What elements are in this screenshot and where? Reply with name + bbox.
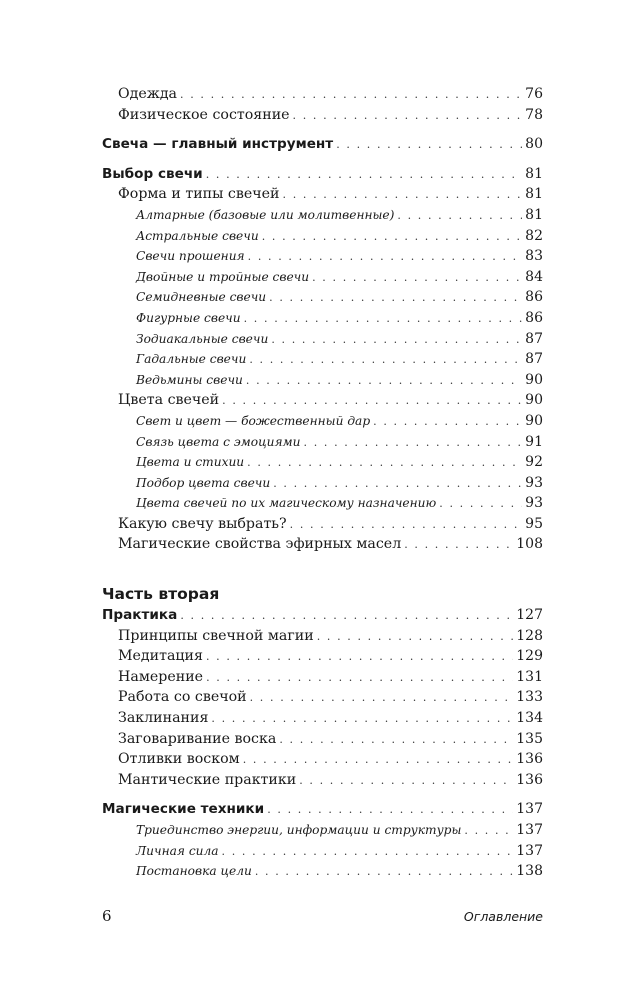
page-number: 6 bbox=[102, 907, 112, 925]
toc-subentry[interactable]: Ведьмины свечи . . . 90 bbox=[102, 370, 543, 391]
toc-subentry[interactable]: Триединство энергии, информации и структуры . . . 137 bbox=[102, 820, 543, 841]
toc-entry[interactable]: Отливки воском . . . 136 bbox=[102, 749, 543, 770]
toc-subentry[interactable]: Зодиакальные свечи . . . 87 bbox=[102, 329, 543, 350]
toc-subentry[interactable]: Связь цвета с эмоциями . . . 91 bbox=[102, 432, 543, 453]
toc-subentry[interactable]: Свет и цвет — божественный дар . . . 90 bbox=[102, 411, 543, 432]
toc-entry[interactable]: Заговаривание воска . . . 135 bbox=[102, 729, 543, 750]
toc-subentry[interactable]: Цвета и стихии . . . 92 bbox=[102, 452, 543, 473]
toc-entry[interactable]: Одежда . . . 76 bbox=[102, 84, 543, 105]
toc-subentry[interactable]: Двойные и тройные свечи . . . 84 bbox=[102, 267, 543, 288]
toc-entry[interactable]: Медитация . . . 129 bbox=[102, 646, 543, 667]
toc-entry[interactable]: Мантические практики . . . 136 bbox=[102, 770, 543, 791]
toc-entry[interactable]: Какую свечу выбрать? . . . 95 bbox=[102, 514, 543, 535]
toc-section[interactable]: Выбор свечи . . . 81 bbox=[102, 164, 543, 185]
toc-entry[interactable]: Заклинания . . . 134 bbox=[102, 708, 543, 729]
toc-entry[interactable]: Форма и типы свечей . . . 81 bbox=[102, 184, 543, 205]
toc-subentry[interactable]: Личная сила . . . 137 bbox=[102, 841, 543, 862]
toc-subentry[interactable]: Фигурные свечи . . . 86 bbox=[102, 308, 543, 329]
toc-subentry[interactable]: Астральные свечи . . . 82 bbox=[102, 226, 543, 247]
toc-subentry[interactable]: Алтарные (базовые или молитвенные) . . . 81 bbox=[102, 205, 543, 226]
toc-entry[interactable]: Работа со свечой . . . 133 bbox=[102, 687, 543, 708]
toc-entry[interactable]: Цвета свечей . . . 90 bbox=[102, 390, 543, 411]
toc-subentry[interactable]: Постановка цели . . . 138 bbox=[102, 861, 543, 882]
toc-subentry[interactable]: Подбор цвета свечи . . . 93 bbox=[102, 473, 543, 494]
toc-subentry[interactable]: Гадальные свечи . . . 87 bbox=[102, 349, 543, 370]
toc-section[interactable]: Свеча — главный инструмент . . . 80 bbox=[102, 134, 543, 155]
toc-subentry[interactable]: Свечи прошения . . . 83 bbox=[102, 246, 543, 267]
toc-entry[interactable]: Принципы свечной магии . . . 128 bbox=[102, 626, 543, 647]
toc-entry[interactable]: Намерение . . . 131 bbox=[102, 667, 543, 688]
table-of-contents bbox=[102, 84, 543, 882]
page-footer bbox=[102, 907, 543, 925]
toc-section[interactable]: Магические техники . . . 137 bbox=[102, 799, 543, 820]
toc-entry[interactable]: Магические свойства эфирных масел . . . 108 bbox=[102, 534, 543, 555]
toc-subentry[interactable]: Цвета свечей по их магическому назначению . . . 93 bbox=[102, 493, 543, 514]
toc-entry[interactable]: Физическое состояние . . . 78 bbox=[102, 105, 543, 126]
running-title: Оглавление bbox=[463, 909, 543, 924]
toc-subentry[interactable]: Семидневные свечи . . . 86 bbox=[102, 287, 543, 308]
toc-section[interactable]: Практика . . . 127 bbox=[102, 605, 543, 626]
part-title: Часть вторая bbox=[102, 585, 220, 604]
